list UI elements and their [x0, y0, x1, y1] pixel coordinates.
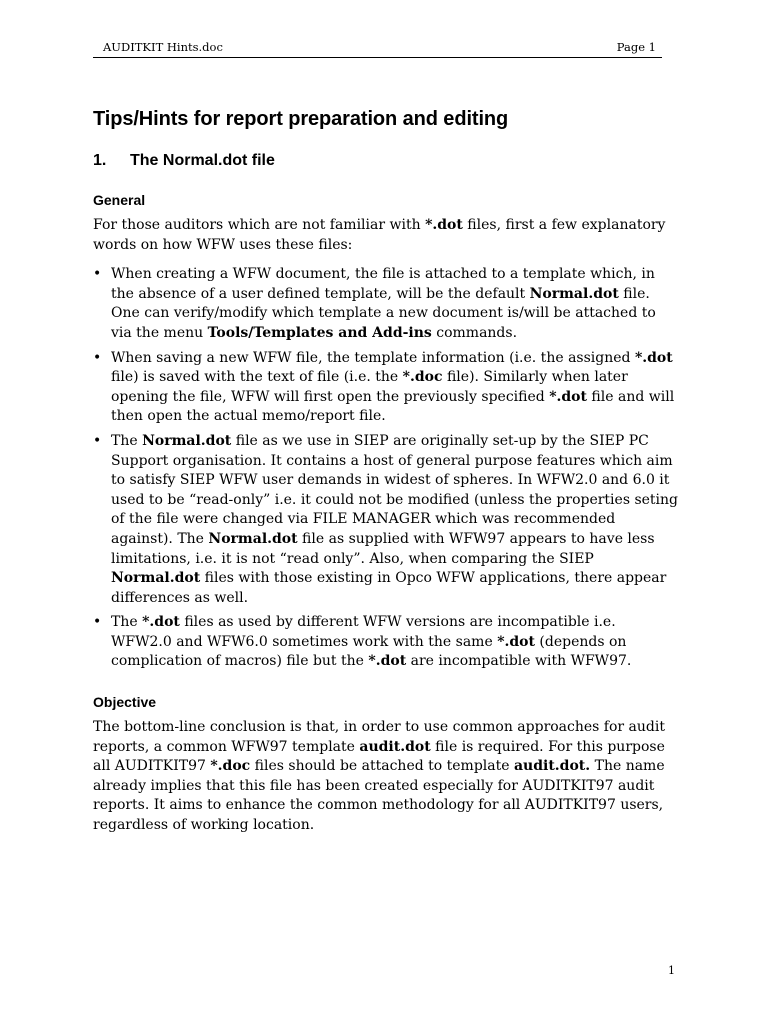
- objective-heading: Objective: [93, 694, 157, 711]
- bullet-icon: •: [93, 432, 102, 449]
- general-heading: General: [93, 192, 146, 208]
- bullet-text: The *.dot files as used by different WFW versions are incompatible i.e. WFW2.0 and WFW6.0 sometimes work with the same *.dot (depends on complication of macros) file but the *.dot are incompatible with WFW97.: [111, 614, 632, 670]
- general-bullet-list: [93, 265, 678, 672]
- bold-term: *.dot: [549, 388, 587, 405]
- bullet-icon: •: [93, 614, 102, 631]
- bold-term: Normal.dot: [529, 285, 619, 302]
- header-filename: AUDITKIT Hints.doc: [103, 40, 223, 54]
- bullet-icon: •: [93, 349, 102, 366]
- bullet-item: [93, 349, 678, 427]
- footer-page-number: 1: [668, 964, 675, 977]
- header-page-number: Page 1: [616, 40, 656, 54]
- section-heading: [93, 152, 678, 170]
- bold-term: *.dot: [497, 633, 535, 650]
- section-title: The Normal.dot file: [130, 152, 275, 169]
- bullet-icon: •: [93, 266, 102, 283]
- section-number: 1.: [93, 152, 107, 169]
- document-title: Tips/Hints for report preparation and editing: [93, 108, 509, 130]
- bold-term: *.doc: [402, 369, 443, 386]
- bold-term: audit.dot.: [513, 758, 591, 775]
- general-intro-paragraph: For those auditors which are not familiar with *.dot files, first a few explanatory words on how WFW uses these files:: [93, 217, 666, 253]
- bullet-text: The Normal.dot file as we use in SIEP are originally set-up by the SIEP PC Support organisation. It contains a host of general purpose features which aim to satisfy SIEP WFW user demands in widest of spheres. In WFW2.0 and 6.0 it used to be “read-only” i.e. it could not be modified (unless the properties seting of the file were changed via FILE MANAGER which was recommended against). The Normal.dot file as supplied with WFW97 appears to have less limitations, i.e. it is not “read only”. Also, when comparing the SIEP Normal.dot files with those existing in Opco WFW applications, there appear differences as well.: [111, 432, 679, 606]
- bold-term: *.doc: [210, 758, 251, 775]
- bold-term: Normal.dot: [111, 570, 201, 587]
- page-header: [93, 40, 662, 58]
- bold-term: Normal.dot: [208, 530, 298, 547]
- bold-term: *.dot: [425, 217, 463, 233]
- bold-term: Tools/Templates and Add-ins: [207, 324, 432, 341]
- bullet-text: When saving a new WFW file, the template information (i.e. the assigned *.dot file) is saved with the text of file (i.e. the *.doc file). Similarly when later opening the file, WFW will first open the previously specified *.dot file and will then open the actual memo/report file.: [111, 349, 675, 425]
- bullet-item: [93, 265, 678, 343]
- bold-term: *.dot: [368, 653, 407, 670]
- document-body: [93, 108, 678, 846]
- bullet-text: When creating a WFW document, the file is attached to a template which, in the absence of a user defined template, will be the default Normal.dot file. One can verify/modify which template a new document is/will be attached to via the menu Tools/Templates and Add-ins commands.: [111, 266, 656, 341]
- bullet-item: [93, 432, 678, 608]
- bold-term: *.dot: [634, 349, 673, 366]
- bold-term: audit.dot: [359, 738, 431, 755]
- bullet-item: [93, 613, 678, 672]
- bold-term: *.dot: [142, 614, 180, 631]
- bold-term: Normal.dot: [142, 432, 232, 449]
- objective-paragraph: The bottom-line conclusion is that, in order to use common approaches for audit reports, a common WFW97 template audit.dot file is required. For this purpose all AUDITKIT97 *.doc files should be attached to template audit.dot. The name already implies that this file has been created especially for AUDITKIT97 audit reports. It aims to enhance the common methodology for all AUDITKIT97 users, regardless of working location.: [93, 719, 665, 834]
